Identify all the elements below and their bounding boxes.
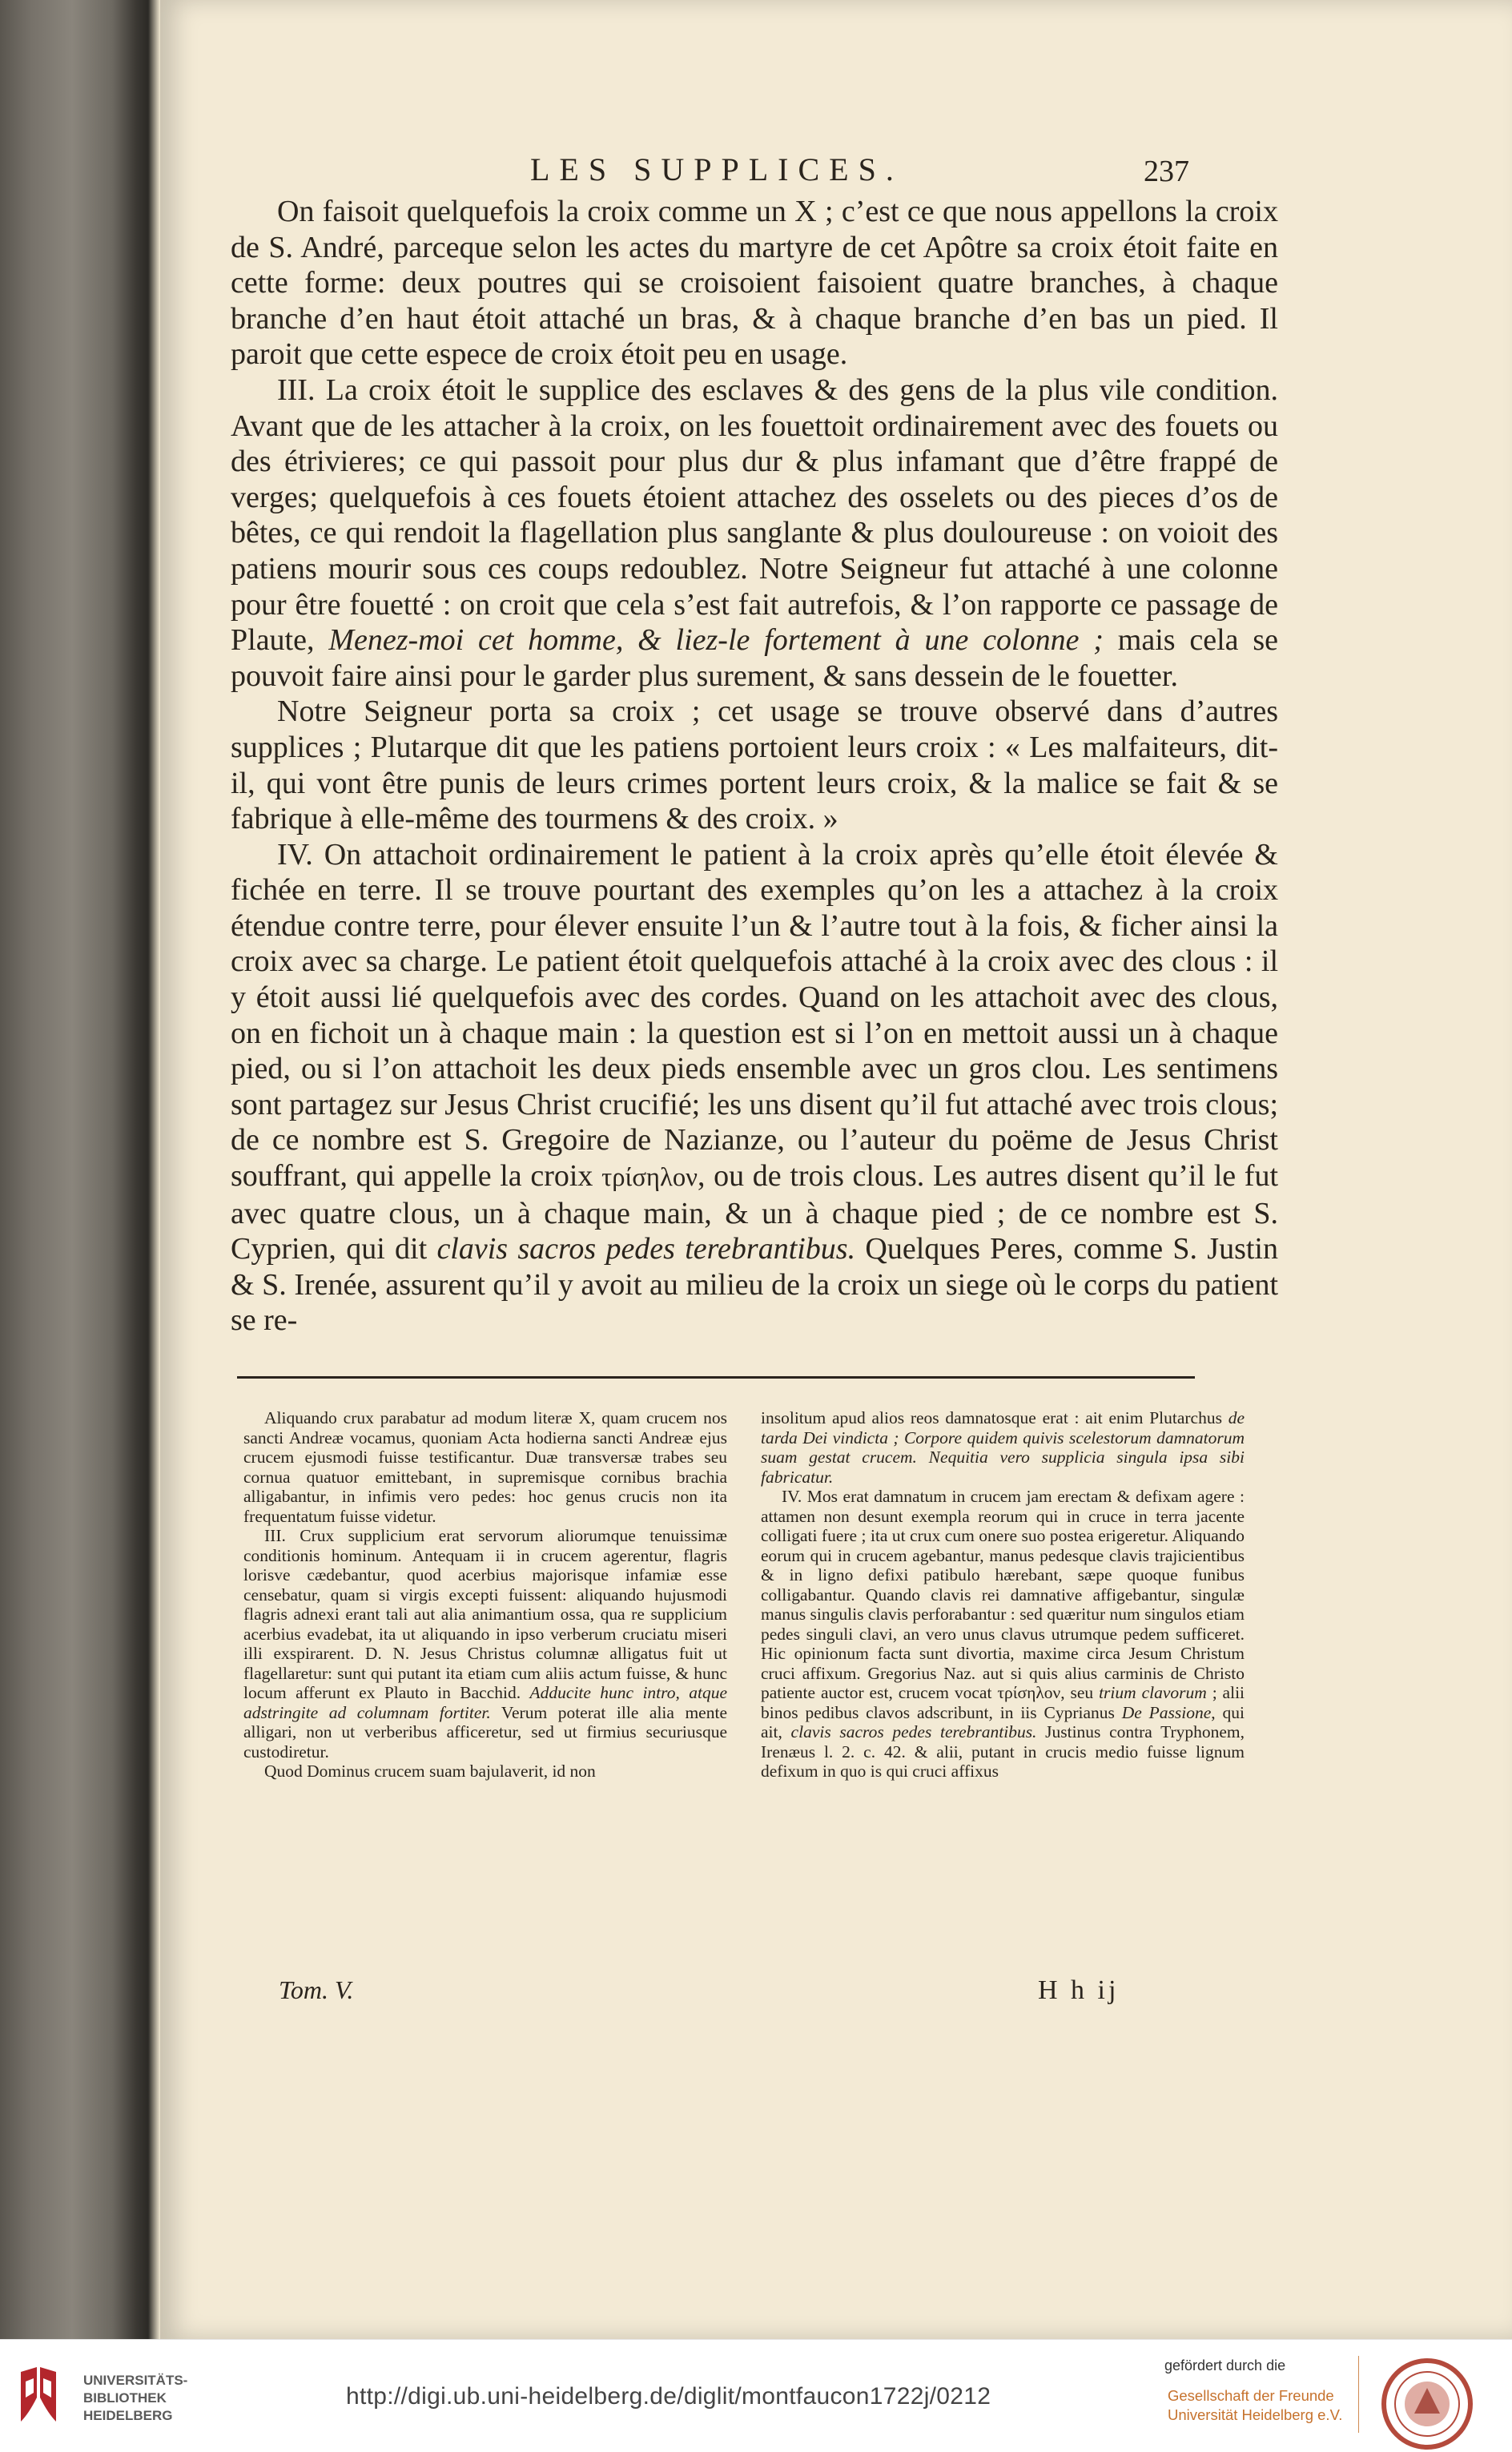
running-head (160, 151, 1512, 199)
sponsor-name[interactable]: Gesellschaft der Freunde Universität Heidelberg e.V. (1168, 2387, 1343, 2423)
tome-label: Tom. V. (279, 1975, 354, 2004)
footer-divider (1358, 2356, 1359, 2433)
running-title: LES SUPPLICES. (530, 151, 903, 187)
note-paragraph: Quod Dominus crucem suam bajulaverit, id non (264, 1761, 596, 1781)
main-text (231, 194, 1278, 1339)
footnote-rule (237, 1376, 1195, 1379)
signature-line (160, 1975, 1512, 2007)
paragraph-2: III. La croix étoit le supplice des esclaves & des gens de la plus vile condition. Avant que de les attacher à la croix, on les fouettoit ordinairement avec des fouets ou des étrivieres; ce qui passoit pour plus dur & plus infamant que d’être frappé de verges; quelquefois à ces fouets étoient attachez des osselets ou des pieces d’os de bêtes, ce qui rendoit la flagellation plus sanglante & plus douloureuse : on voioit des patiens mourir sous ces coups redoublez. Notre Seigneur fut attaché à une colonne pour être fouetté : on croit que cela s’est fait autrefois, & l’on rapporte ce passage de Plaute, Menez-moi cet homme, & liez-le fortement à une colonne ; mais cela se pouvoit faire ainsi pour le garder plus surement, & sans dessein de le fouetter. (231, 372, 1278, 693)
note-paragraph: III. Crux supplicium erat servorum aliorumque tenuissimæ conditionis hominum. Antequam ii in crucem agerentur, flagris lorisve cædebantur, quod acerbius majorisque infamiæ esse censebatur, quam si virgis excepti fuissent: aliquando hujusmodi flagris adnexi erant tali aut alia animantium ossa, qua re supplicium acerbius evadebat, ita ut aliquando in ipso verberum cruciatu miseri illi exspirarent. D. N. Jesus Christus columnæ alligatus fuit ut flagellaretur: sunt qui putant ita etiam cum aliis actum fuisse, & hunc locum afferunt ex Plauto in Bacchid. Adducite hunc intro, atque adstringite ad columnam fortiter. Verum poterat ille alia mente alligari, non ut verberibus afficeretur, sed ut firmius securiusque custodiretur. (243, 1526, 728, 1761)
book-page (160, 0, 1512, 2339)
university-seal-icon (1379, 2356, 1475, 2452)
note-paragraph: Aliquando crux parabatur ad modum literæ X, quam crucem nos sancti Andreæ vocamus, quoniam Acta hodierna sancti Andreæ ejus crucem ejusmodi fuisse testificantur. Duæ transversæ trabes seu cornua quatuor emittebant, in supremisque cornibus brachia alligabantur, in infimis vero pedes: hoc genus crucis non ita frequentatum fuisse videtur. (243, 1408, 727, 1526)
paragraph-3: Notre Seigneur porta sa croix ; cet usage se trouve observé dans d’autres supplices ; Plutarque dit que les patiens portoient leurs croix : « Les malfaiteurs, dit-il, qui vont être punis de leurs crimes portent leurs croix, & la malice se fait & se fabrique à elle-même des tourmens & des croix. » (231, 695, 1278, 836)
italic-quote: Menez-moi cet homme, & liez-le fortement à une colonne ; (328, 623, 1104, 658)
page-number: 237 (1144, 155, 1189, 188)
paragraph-1: On faisoit quelquefois la croix comme un X ; c’est ce que nous appellons la croix de S. André, parceque selon les actes du martyre de cet Apôtre sa croix étoit faite en cette forme: deux poutres qui se croisoient faisoient quatre branches, à chaque branche d’en haut étoit attaché un bras, & à chaque branche d’en bas un pied. Il paroit que cette espece de croix étoit peu en usage. (231, 195, 1278, 372)
notes-right-column (761, 1408, 1245, 1782)
library-logo-icon (14, 2365, 62, 2430)
greek-word: τρίσηλον (601, 1163, 698, 1193)
note-paragraph: insolitum apud alios reos damnatosque erat : ait enim Plutarchus de tarda Dei vindicta ; Corpore quidem quivis scelestorum damnatorum suam gestat crucem. Nequitia vero supplicia singula ipsa sibi fabricatur. (761, 1408, 1245, 1487)
italic-quote: clavis sacros pedes terebrantibus. (436, 1232, 856, 1266)
signature-mark: H h ij (1038, 1975, 1120, 2005)
viewer-footer (0, 2339, 1512, 2449)
paragraph-4: IV. On attachoit ordinairement le patient à la croix après qu’elle étoit élevée & fichée en terre. Il se trouve pourtant des exemples qu’on les a attachez à la croix étendue contre terre, pour élever ensuite l’un & l’autre tout à la fois, & ficher ainsi la croix avec sa charge. Le patient étoit quelquefois attaché à la croix avec des clous : il y étoit aussi lié quelquefois avec des cordes. Quand on les attachoit avec des clous, on en fichoit un à chaque main : la question est si l’on en mettoit aussi un à chaque pied, ou si l’on attachoit les deux pieds ensemble avec un gros clou. Les sentimens sont partagez sur Jesus Christ crucifié; les uns disent qu’il fut attaché avec trois clous; de ce nombre est S. Gregoire de Nazianze, ou l’auteur du poëme de Jesus Christ souffrant, qui appelle la croix τρίσηλον, ou de trois clous. Les autres disent qu’il le fut avec quatre clous, un à chaque main, & un à chaque pied ; de ce nombre est S. Cyprien, qui dit clavis sacros pedes terebrantibus. Quelques Peres, comme S. Justin & S. Irenée, assurent qu’il y avoit au milieu de la croix un siege où le corps du patient se re- (231, 837, 1279, 1338)
library-name: UNIVERSITÄTS- BIBLIOTHEK HEIDELBERG (83, 2373, 188, 2423)
note-paragraph: IV. Mos erat damnatum in crucem jam erectam & defixam agere : attamen non desunt exempla reorum qui in cruce in terra jacente colligati fuere ; ita ut crux cum onere suo postea erigeretur. Aliquando eorum qui in crucem agebantur, manus pedesque clavis trajicientibus & in ligno defixi patibulo hærebant, sæpe quoque funibus colligabantur. Quando clavis rei damnative affigebantur, singulæ manus singulis clavis perforabantur : sed quæritur num singulos etiam pedes singuli clavi, an vero unus clavus utrumque pedem sufficeret. Hic opinionum facta sunt divortia, maxime circa Jesum Christum cruci affixum. Gregorius Naz. aut si quis alius carminis de Christo patiente auctor est, crucem vocat τρίσηλον, seu trium clavorum ; alii binos pedibus clavos adscribunt, in iis Cyprianus De Passione, qui ait, clavis sacros pedes terebrantibus. Justinus contra Tryphonem, Irenæus l. 2. c. 42. & alii, putant in crucis medio fuisse lignum defixum in quo is qui cruci affixus (761, 1487, 1245, 1781)
funded-by-label: gefördert durch die (1164, 2357, 1286, 2373)
notes-left-column (243, 1408, 727, 1782)
permalink-url[interactable]: http://digi.ub.uni-heidelberg.de/diglit/montfaucon1722j/0212 (346, 2383, 991, 2410)
